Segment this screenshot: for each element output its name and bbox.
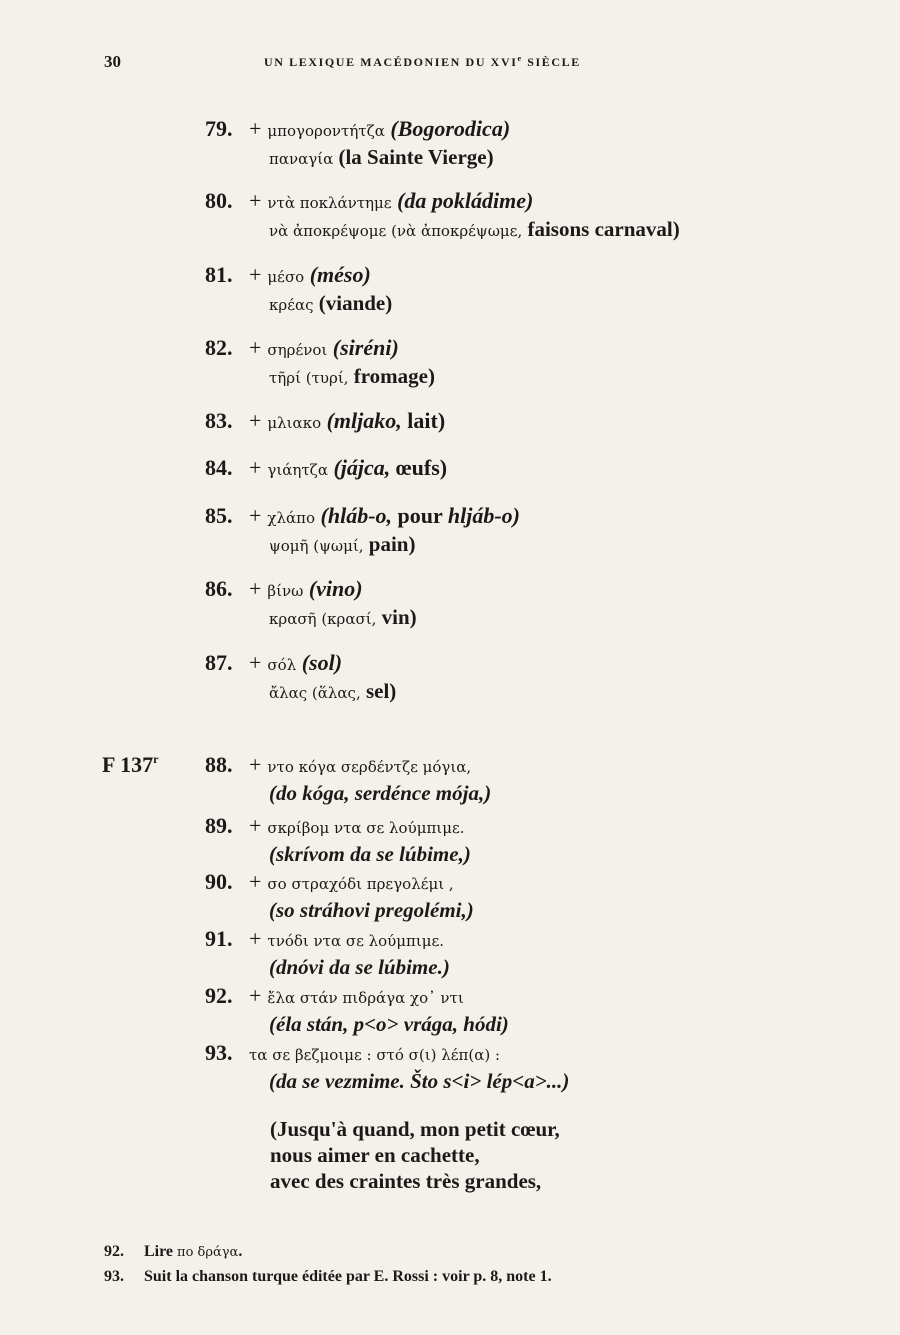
footnote-93: 93. Suit la chanson turque éditée par E. Rossi : voir p. 8, note 1. <box>104 1268 552 1285</box>
page-number: 30 <box>104 52 121 71</box>
entry-84: 84. + γιάητζα (jájca, œufs) <box>205 455 448 480</box>
entry-86: 86. + βίνω (vino) κρασῆ (κρασί, vin) <box>205 576 417 629</box>
poem-line: avec des craintes très grandes, <box>270 1169 542 1193</box>
footnotes <box>104 1240 552 1289</box>
footnote-92: 92. Lire πο δράγα. <box>104 1243 243 1260</box>
entry-93: 93. τα σε βεζμοιμε : στό σ(ι) λέπ(α) : (da se vezmime. Što s<i> lép<a>...) <box>205 1040 570 1093</box>
poem-translation <box>270 1116 560 1194</box>
entry-88: 88. + ντο κόγα σερδέντζε μόγια, (do kóga, serdénce mója,) <box>205 752 492 805</box>
entry-83: 83. + μλιακο (mljako, lait) <box>205 408 446 433</box>
entry-81: 81. + μέσο (méso) κρέας (viande) <box>205 262 393 315</box>
entry-90: 90. + σο στραχόδι πρεγολέμι , (so stráhovi pregolémi,) <box>205 869 474 922</box>
entry-85: 85. + χλάπο (hláb-o, pour hljáb-o) ψομῆ (ψωμί, pain) <box>205 503 521 556</box>
poem-line: (Jusqu'à quand, mon petit cœur, <box>270 1117 560 1141</box>
entry-89: 89. + σκρίβομ ντα σε λούμπιμε. (skrívom da se lúbime,) <box>205 813 471 866</box>
poem-line: nous aimer en cachette, <box>270 1143 480 1167</box>
entry-80: 80. + ντὰ ποκλάντημε (da pokládime) νὰ ἀποκρέψομε (νὰ ἀποκρέψωμε, faisons carnaval) <box>205 188 680 241</box>
entry-92: 92. + ἔλα στάν πιδράγα χο᾽ ντι (éla stán, p<o> vrága, hódi) <box>205 983 509 1036</box>
entry-87: 87. + σόλ (sol) ἄλας (ἅλας, sel) <box>205 650 397 703</box>
entry-82: 82. + σηρένοι (siréni) τῆρί (τυρί, fromage) <box>205 335 435 388</box>
folio-marker: F 137$^r$ <box>102 752 159 777</box>
entry-91: 91. + τνόδι ντα σε λούμπιμε. (dnóvi da se lúbime.) <box>205 926 450 979</box>
running-title: UN LEXIQUE MACÉDONIEN DU XVIe SIÈCLE <box>264 54 581 69</box>
entry-79: 79. + μπογοροντήτζα (Bogorodica) παναγία (la Sainte Vierge) <box>205 116 511 169</box>
page-header <box>104 52 744 72</box>
